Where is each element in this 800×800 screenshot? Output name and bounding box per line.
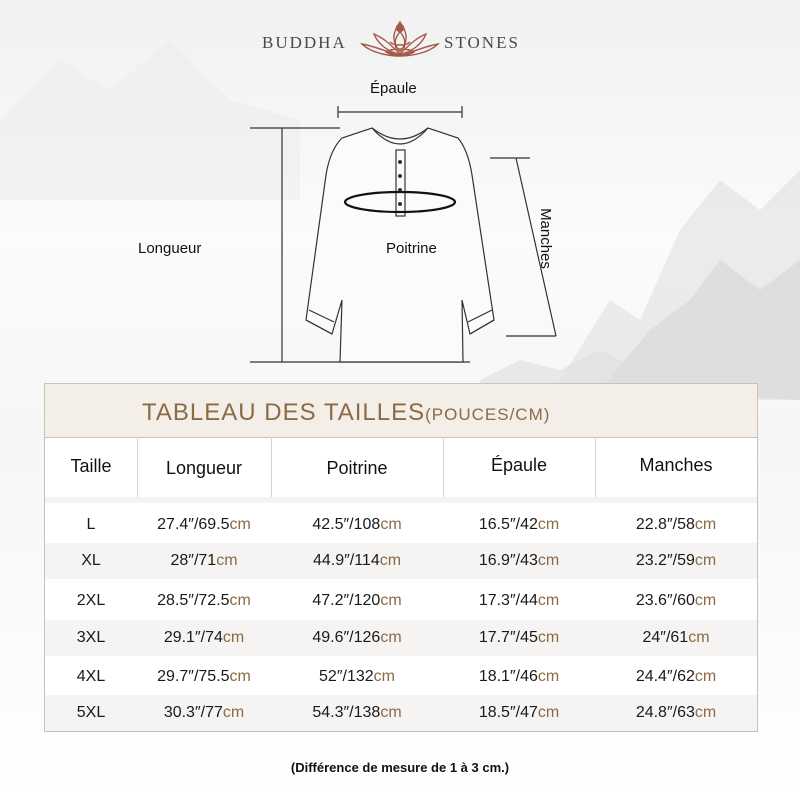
cell-chest: 49.6″/126cm: [312, 629, 402, 646]
table-row: [45, 620, 757, 656]
cell-size: 4XL: [76, 668, 106, 685]
header-shoulder: Épaule: [490, 455, 548, 475]
cell-chest: 54.3″/138cm: [312, 704, 402, 721]
cell-length: 29.7″/75.5cm: [157, 668, 251, 685]
cell-chest: 47.2″/120cm: [312, 592, 402, 609]
cell-sleeves: 24″/61cm: [642, 629, 710, 646]
table-row: [45, 543, 757, 579]
header-chest: Poitrine: [326, 458, 388, 478]
cell-size: 3XL: [76, 629, 106, 646]
cell-sleeves: 23.2″/59cm: [635, 552, 717, 569]
header-sleeves: Manches: [639, 455, 713, 475]
shirt-measurement-diagram: [0, 0, 800, 380]
cell-shoulder: 16.9″/43cm: [478, 552, 560, 569]
brand-name-left: BUDDHA: [262, 33, 347, 52]
size-chart-title: TABLEAU DES TAILLES(POUCES/CM): [142, 399, 551, 426]
header-size: Taille: [70, 456, 112, 476]
measurement-note: (Différence de mesure de 1 à 3 cm.): [290, 760, 510, 775]
cell-size: 5XL: [76, 704, 106, 721]
cell-sleeves: 23.6″/60cm: [635, 592, 717, 609]
cell-sleeves: 24.4″/62cm: [635, 668, 717, 685]
table-row: [45, 659, 757, 695]
cell-shoulder: 18.1″/46cm: [478, 668, 560, 685]
cell-length: 30.3″/77cm: [163, 704, 245, 721]
cell-sleeves: 22.8″/58cm: [635, 516, 717, 533]
cell-sleeves: 24.8″/63cm: [635, 704, 717, 721]
cell-size: L: [86, 516, 96, 533]
label-shoulder: Épaule: [370, 80, 417, 97]
cell-length: 28.5″/72.5cm: [157, 592, 251, 609]
table-row: [45, 507, 757, 543]
cell-length: 29.1″/74cm: [163, 629, 245, 646]
cell-size: XL: [81, 552, 101, 569]
cell-size: 2XL: [76, 592, 106, 609]
table-row: [45, 583, 757, 619]
label-chest: Poitrine: [386, 240, 437, 257]
header-length: Longueur: [165, 458, 243, 478]
size-chart-title-bar: [45, 384, 757, 438]
brand-name-right: STONES: [444, 33, 520, 52]
cell-length: 28″/71cm: [170, 552, 238, 569]
cell-shoulder: 18.5″/47cm: [478, 704, 560, 721]
size-chart-table: [44, 383, 758, 732]
cell-shoulder: 16.5″/42cm: [478, 516, 560, 533]
label-length: Longueur: [138, 240, 202, 257]
cell-length: 27.4″/69.5cm: [157, 516, 251, 533]
cell-chest: 44.9″/114cm: [312, 552, 402, 569]
cell-chest: 42.5″/108cm: [312, 516, 402, 533]
cell-shoulder: 17.3″/44cm: [478, 592, 560, 609]
cell-chest: 52″/132cm: [319, 668, 395, 685]
table-row: [45, 695, 757, 731]
cell-shoulder: 17.7″/45cm: [478, 629, 560, 646]
label-sleeves: Manches: [536, 208, 554, 269]
